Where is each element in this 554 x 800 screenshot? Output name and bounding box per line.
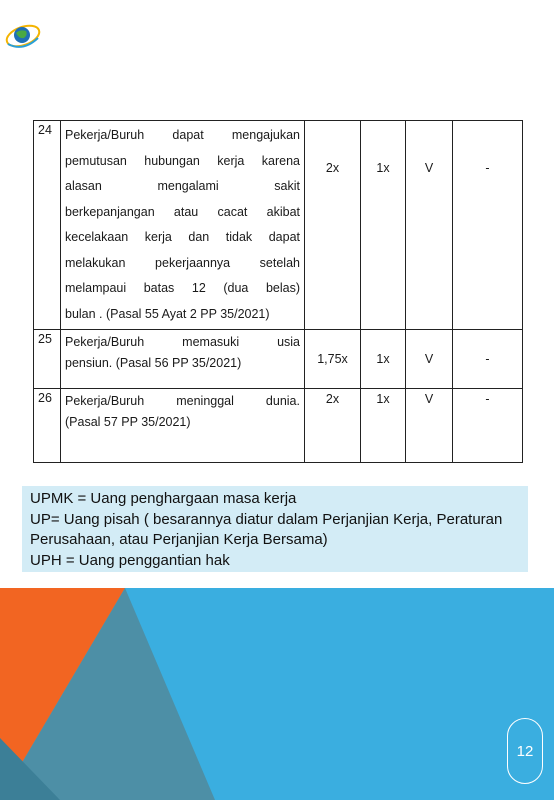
upmk-cell: 1x	[361, 389, 406, 463]
desc-line: pensiun. (Pasal 56 PP 35/2021)	[65, 355, 242, 370]
desc-line: melakukan pekerjaannya setelah	[65, 255, 300, 270]
row-description	[61, 121, 305, 330]
legend-box	[22, 486, 528, 572]
desc-line: pemutusan hubungan kerja karena	[65, 153, 300, 168]
pesangon-cell: 1,75x	[305, 330, 361, 389]
desc-line: melampaui batas 12 (dua belas)	[65, 281, 300, 295]
pesangon-cell: 2x	[305, 121, 361, 330]
legend-uph: UPH = Uang penggantian hak	[30, 551, 230, 569]
uph-cell: V	[406, 330, 453, 389]
desc-line: alasan mengalami sakit	[65, 179, 300, 193]
table-row	[34, 330, 523, 389]
pesangon-cell: 2x	[305, 389, 361, 463]
row-description	[61, 330, 305, 389]
desc-line: kecelakaan kerja dan tidak dapat	[65, 230, 300, 244]
up-cell: -	[453, 389, 523, 463]
desc-line: bulan . (Pasal 55 Ayat 2 PP 35/2021)	[65, 306, 270, 321]
upmk-cell: 1x	[361, 330, 406, 389]
up-cell: -	[453, 121, 523, 330]
legend-up: UP= Uang pisah ( besarannya diatur dalam Perjanjian Kerja, Peraturan Perusahaan, atau Perjanjian Kerja Bersama)	[30, 510, 503, 548]
desc-line: (Pasal 57 PP 35/2021)	[65, 414, 191, 429]
page-number: 12	[516, 742, 534, 760]
row-description	[61, 389, 305, 463]
row-number: 26	[34, 389, 61, 463]
table-row	[34, 121, 523, 330]
decorative-background	[0, 588, 554, 800]
severance-table	[33, 120, 523, 463]
desc-line: berkepanjangan atau cacat akibat	[65, 204, 300, 219]
desc-line: Pekerja/Buruh meninggal dunia.	[65, 394, 300, 408]
globe-logo-icon	[4, 18, 42, 52]
up-cell: -	[453, 330, 523, 389]
desc-line: Pekerja/Buruh memasuki usia	[65, 335, 300, 349]
desc-line: Pekerja/Buruh dapat mengajukan	[65, 128, 300, 142]
legend-upmk: UPMK = Uang penghargaan masa kerja	[30, 490, 297, 507]
row-number: 25	[34, 330, 61, 389]
uph-cell: V	[406, 389, 453, 463]
uph-cell: V	[406, 121, 453, 330]
page-number-badge	[507, 718, 543, 784]
row-number: 24	[34, 121, 61, 330]
upmk-cell: 1x	[361, 121, 406, 330]
table-row	[34, 389, 523, 463]
